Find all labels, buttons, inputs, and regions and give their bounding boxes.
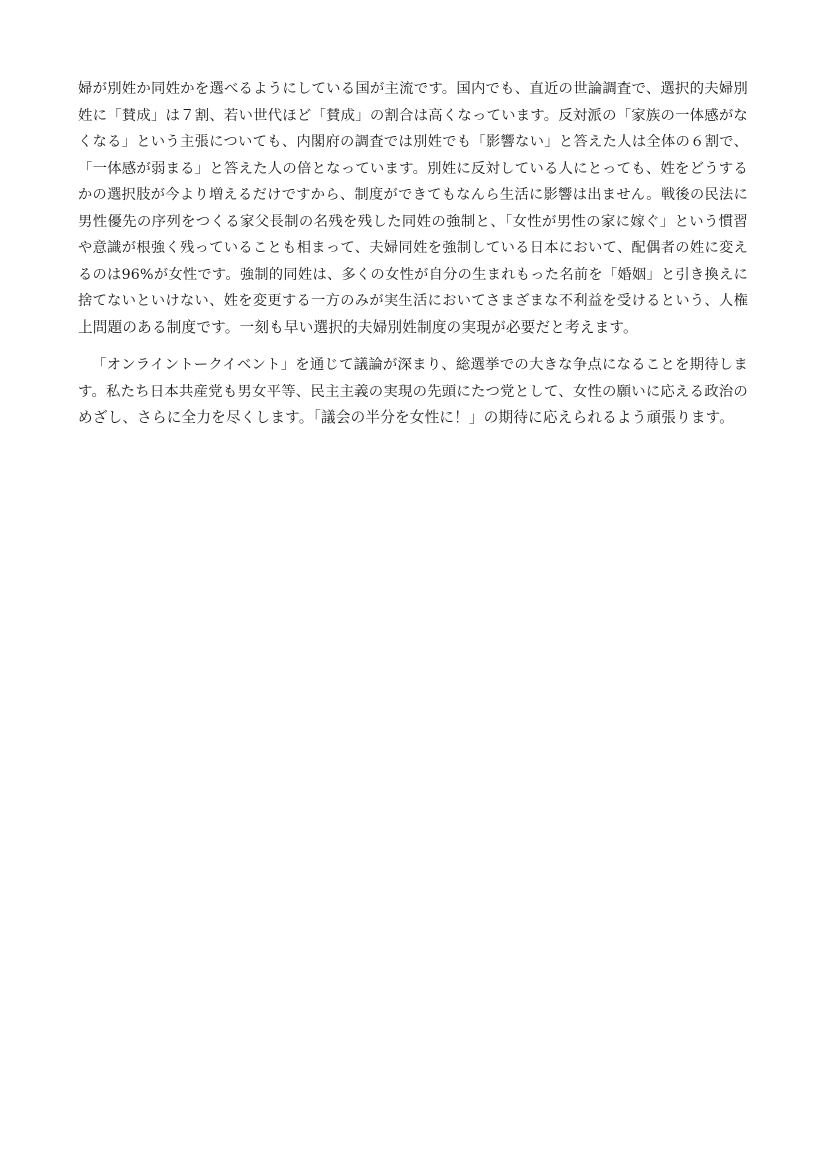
paragraph-line: 「オンライントークイベント」を通じて議論が深まり、総選挙での大きな争点になることを期待しま [92, 357, 748, 373]
paragraph-line: す。私たち日本共産党も男女平等、民主主義の実現の先頭にたつ党として、女性の願いに応える政治の [78, 383, 748, 400]
paragraph-line-last: めざし、さらに全力を尽くします。「議会の半分を女性に！」の期待に応えられるよう頑張ります。 [78, 409, 735, 426]
paragraph-line: や意識が根強く残っていることも相まって、夫婦同姓を強制している日本において、配偶者の姓に変え [78, 240, 748, 256]
paragraph-line-last: 上問題のある制度です。一刻も早い選択的夫婦別姓制度の実現が必要だと考えます。 [78, 318, 638, 336]
paragraph-line: かの選択肢が今より増えるだけですから、制度ができてもなんら生活に影響は出ません。戦後の民法に [78, 187, 748, 203]
body-paragraph-2 [78, 352, 748, 432]
paragraph-line: 姓に「賛成」は７割、若い世代ほど「賛成」の割合は高くなっています。反対派の「家族の一体感がな [78, 107, 748, 124]
body-paragraph-1 [78, 76, 748, 341]
paragraph-line: 「一体感が弱まる」と答えた人の倍となっています。別姓に反対している人にとっても、姓をどうする [78, 160, 748, 177]
paragraph-line: 婦が別姓か同姓かを選べるようにしている国が主流です。国内でも、直近の世論調査で、選択的夫婦別 [78, 81, 748, 97]
paragraph-line: 捨てないといけない、姓を変更する一方のみが実生活においてさまざまな不利益を受けるという、人権 [78, 293, 748, 309]
paragraph-line: 男性優先の序列をつくる家父長制の名残を残した同姓の強制と、「女性が男性の家に嫁ぐ」という慣習 [78, 213, 748, 230]
paragraph-line: くなる」という主張についても、内閣府の調査では別姓でも「影響ない」と答えた人は全体の６割で、 [78, 134, 748, 150]
paragraph-line: るのは96%が女性です。強制的同姓は、多くの女性が自分の生まれもった名前を「婚姻」と引き換えに [78, 266, 748, 283]
